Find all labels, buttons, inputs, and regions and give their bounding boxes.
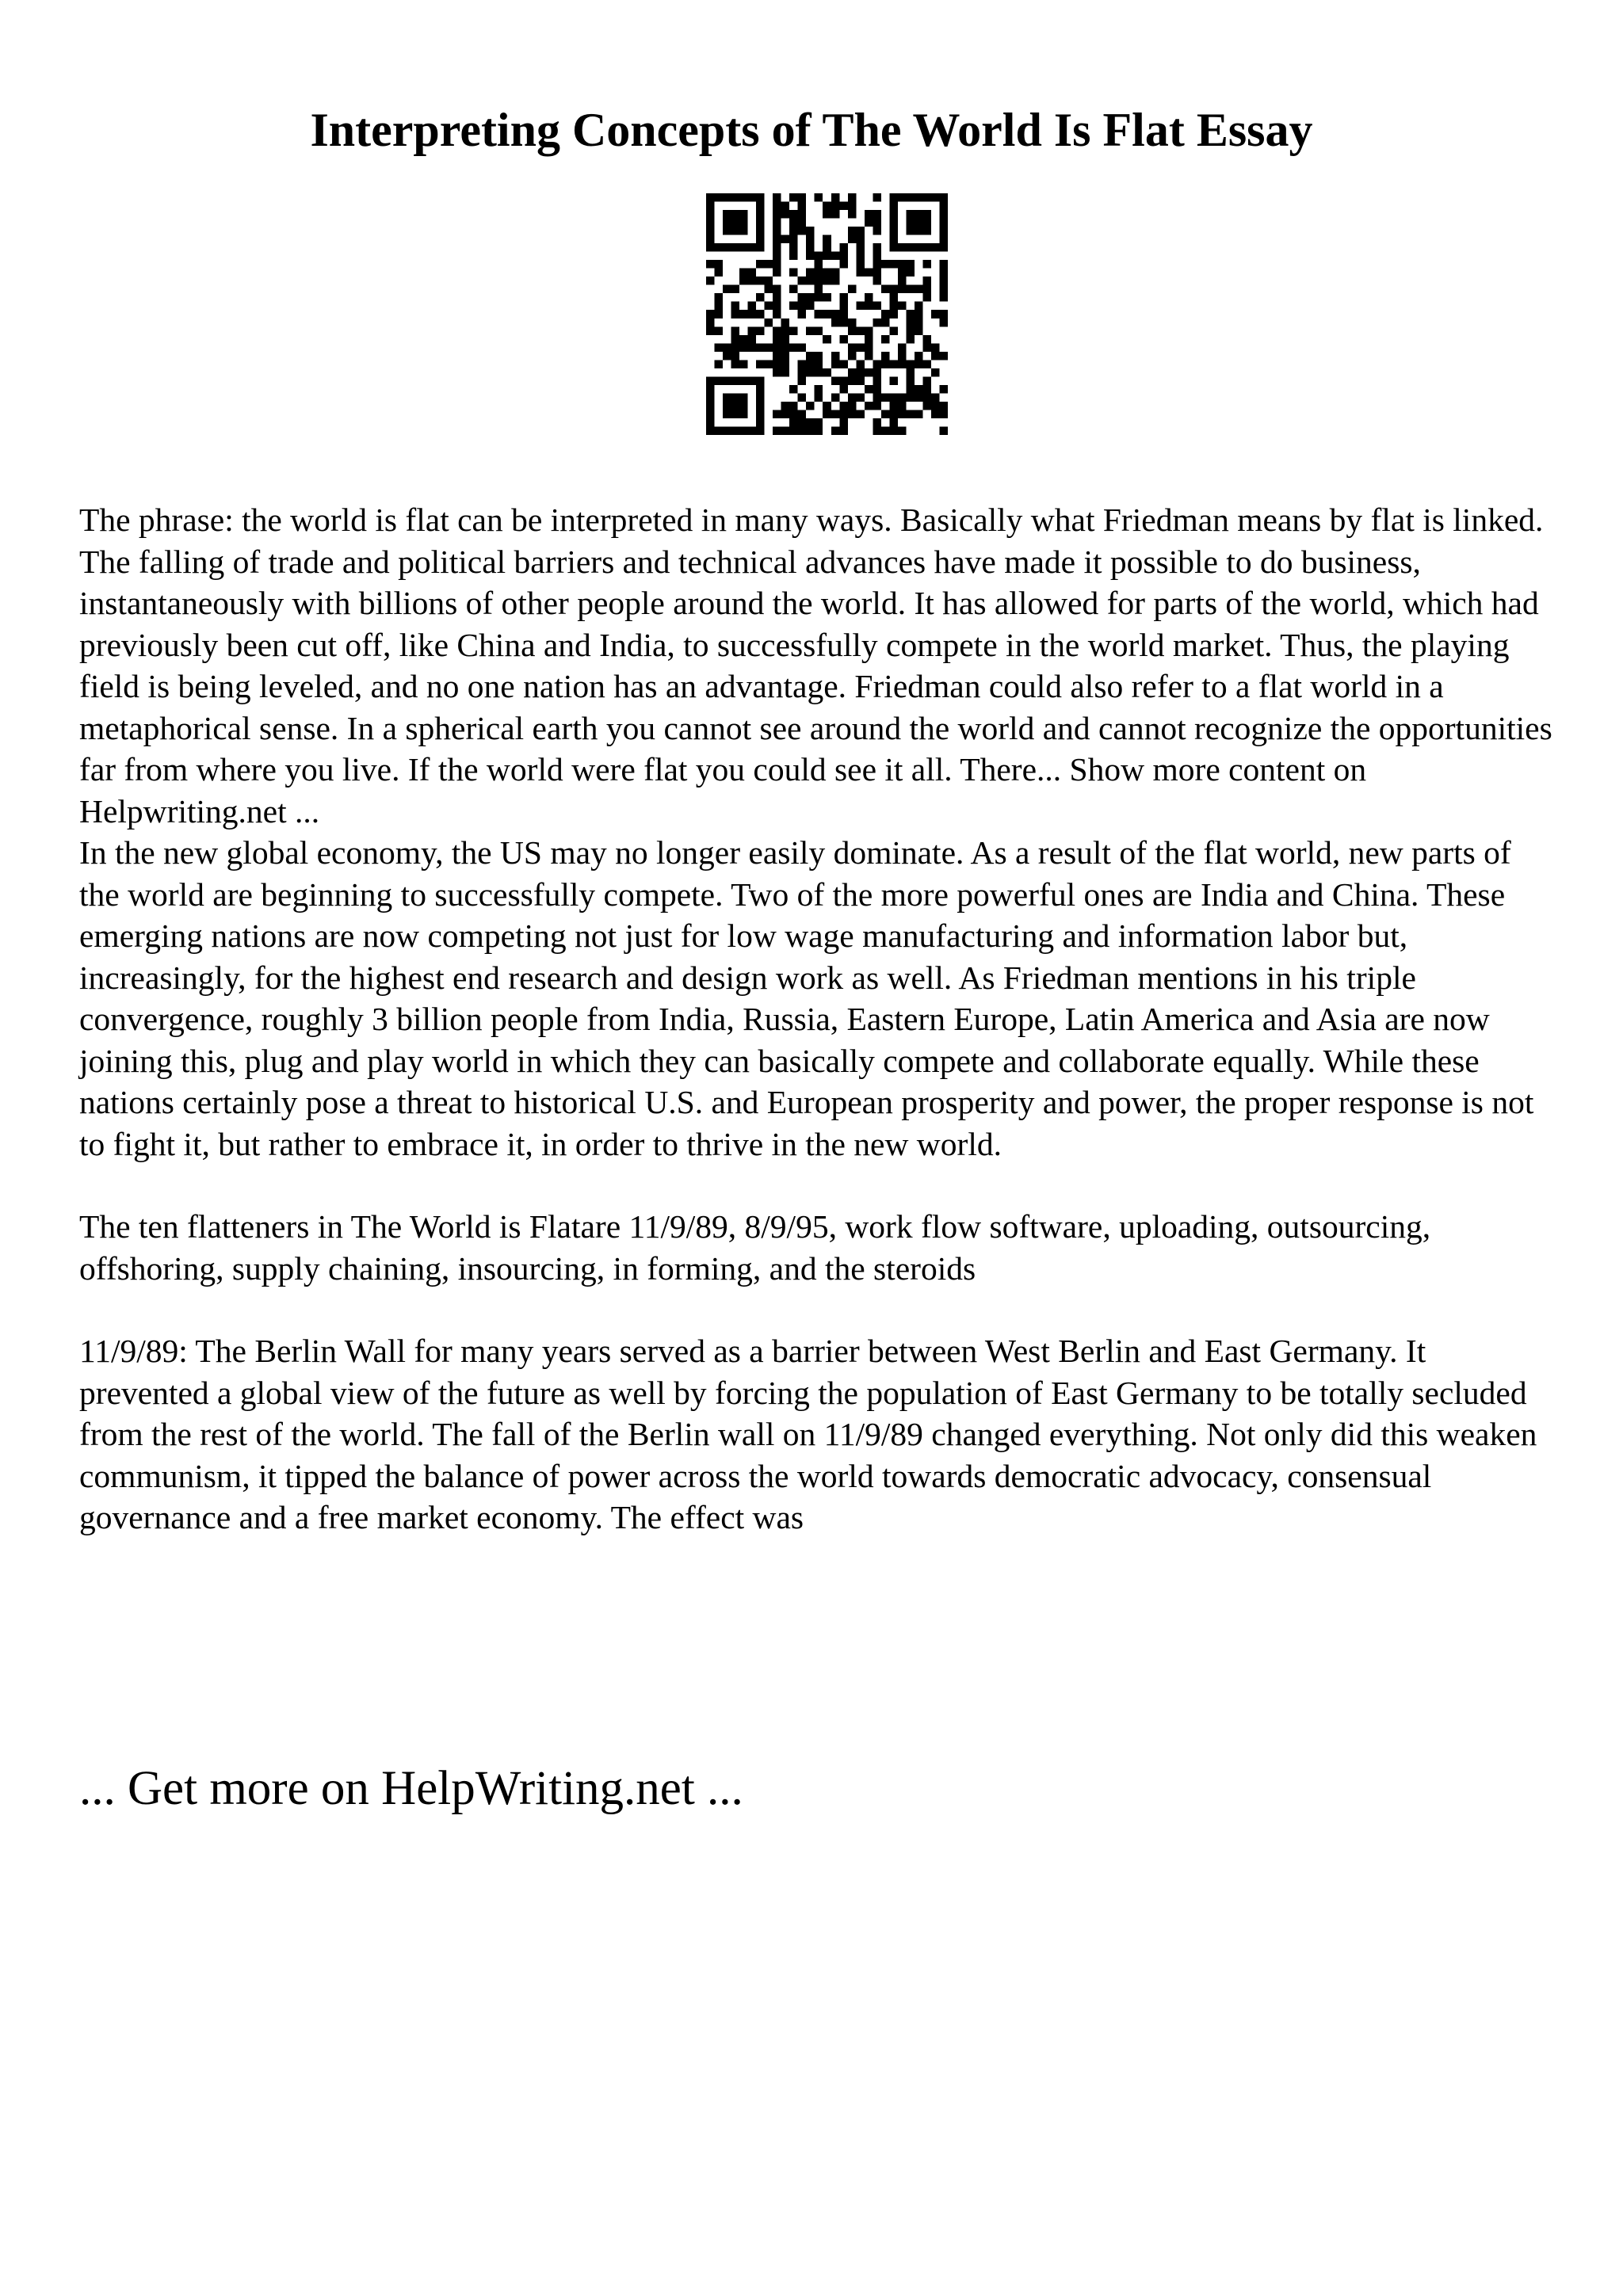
paragraph-spacer <box>79 1289 1553 1330</box>
paragraph-1: The phrase: the world is flat can be interpreted in many ways. Basically what Friedman means by flat is linked. The falling of trade and political barriers and technical advances have made it possible to do business, instantaneously with billions of other people around the world. It has allowed for parts of the world, which had previously been cut off, like China and India, to successfully compete in the world market. Thus, the playing field is being leveled, and no one nation has an advantage. Friedman could also refer to a flat world in a metaphorical sense. In a spherical earth you cannot see around the world and cannot recognize the opportunities far from where you live. If the world were flat you could see it all. There... Show more content on Helpwriting.net ... <box>79 502 1552 830</box>
paragraph-spacer <box>79 1165 1553 1206</box>
get-more-link[interactable]: ... Get more on HelpWriting.net ... <box>79 1762 743 1815</box>
essay-body <box>79 499 1553 1539</box>
qr-code-graphic <box>706 193 948 435</box>
paragraph-3: The ten flatteners in The World is Flatare 11/9/89, 8/9/95, work flow software, uploading, outsourcing, offshoring, supply chaining, insourcing, in forming, and the steroids <box>79 1208 1431 1287</box>
paragraph-2: In the new global economy, the US may no longer easily dominate. As a result of the flat world, new parts of the world are beginning to successfully compete. Two of the more powerful ones are India and China. These emerging nations are now competing not just for low wage manufacturing and information labor but, increasingly, for the highest end research and design work as well. As Friedman mentions in his triple convergence, roughly 3 billion people from India, Russia, Eastern Europe, Latin America and Asia are now joining this, plug and play world in which they can basically compete and collaborate equally. While these nations certainly pose a threat to historical U.S. and European prosperity and power, the proper response is not to fight it, but rather to embrace it, in order to thrive in the new world. <box>79 834 1534 1162</box>
qr-code-image <box>706 193 948 435</box>
page-title: Interpreting Concepts of The World Is Flat Essay <box>310 104 1313 156</box>
paragraph-4: 11/9/89: The Berlin Wall for many years served as a barrier between West Berlin and East Germany. It prevented a global view of the future as well by forcing the population of East Germany to be totally secluded from the rest of the world. The fall of the Berlin wall on 11/9/89 changed everything. Not only did this weaken communism, it tipped the balance of power across the world towards democratic advocacy, consensual governance and a free market economy. The effect was <box>79 1333 1537 1535</box>
